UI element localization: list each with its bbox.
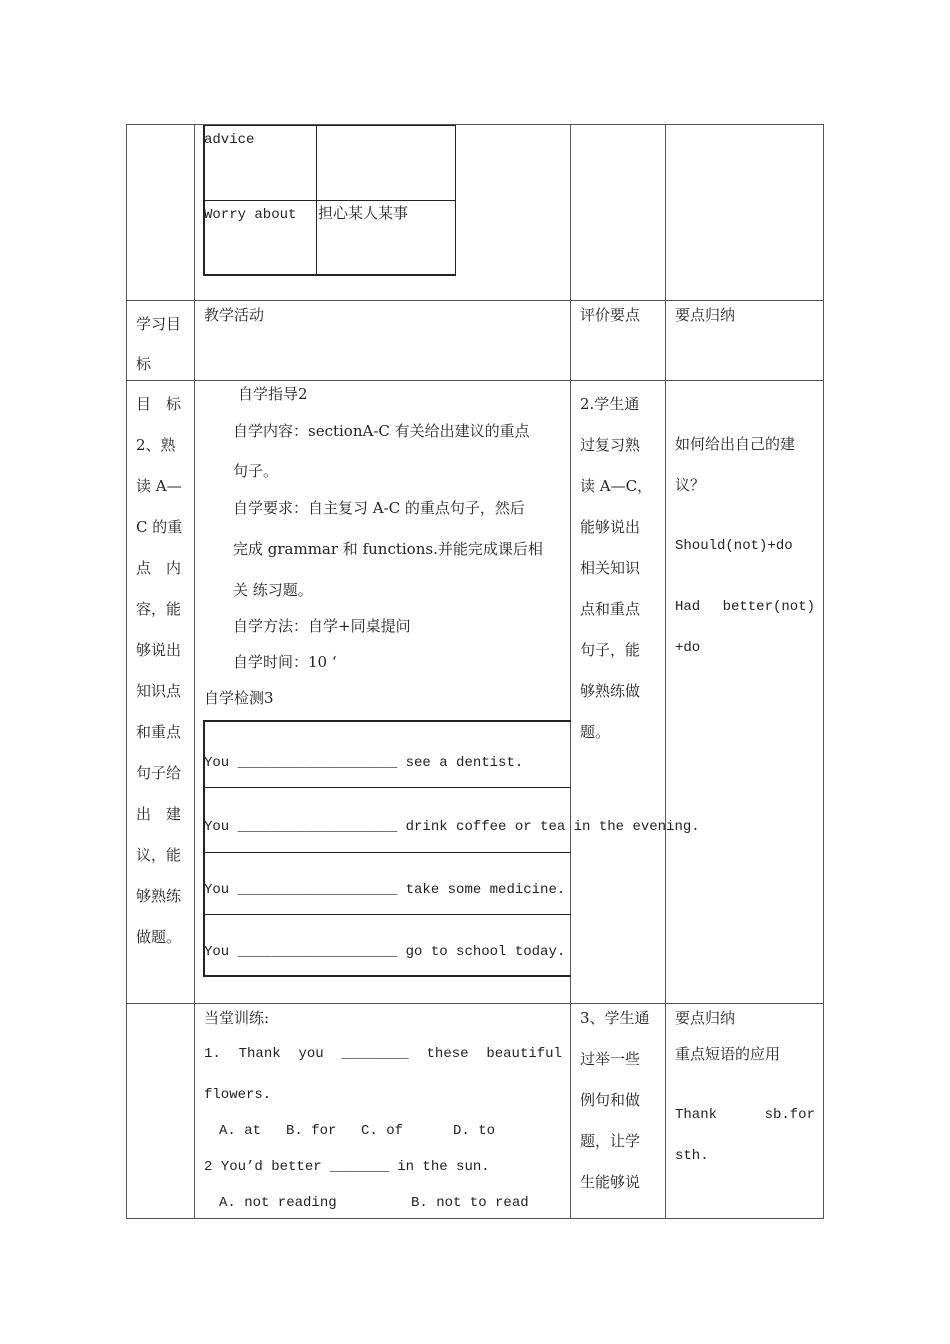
- option-a: A. at: [219, 1123, 262, 1139]
- goal-line: 句子给: [136, 764, 182, 782]
- exercise-sentence: You ___________________ see a dentist.: [204, 755, 524, 771]
- vocab-table-divider: [316, 125, 317, 276]
- exercise-sentence: You ___________________ take some medicine.: [204, 882, 566, 898]
- option-b: B. for: [286, 1123, 337, 1139]
- practice-row-top-border: [126, 1003, 824, 1004]
- header-row-bottom-border: [126, 380, 824, 381]
- column-divider-1: [194, 124, 195, 1219]
- vocab-table-middle: [203, 200, 456, 201]
- evaluation-line: 生能够说: [580, 1173, 641, 1191]
- evaluation-line: 过复习熟: [580, 436, 641, 454]
- vocab-table-right: [455, 125, 456, 276]
- practice-summary-subtitle: 重点短语的应用: [675, 1045, 781, 1063]
- question-word: beautiful: [486, 1046, 562, 1062]
- guide-method: 自学方法：自学+同桌提问: [233, 617, 411, 635]
- question-blank: ________: [341, 1046, 409, 1062]
- goal-line: 知识点: [136, 682, 182, 700]
- evaluation-line: 读 A—C，: [580, 477, 653, 495]
- evaluation-line: 能够说出: [580, 518, 641, 536]
- goal-line: 和重点: [136, 723, 182, 741]
- test-table-line: [203, 975, 571, 977]
- evaluation-line: 够熟练做: [580, 682, 641, 700]
- header-row-top-border: [126, 300, 824, 301]
- vocab-phrase: Worry about: [204, 207, 297, 223]
- guide-content-line: 句子。: [233, 462, 279, 480]
- table-left-border: [126, 124, 127, 1219]
- test-table-line: [203, 852, 571, 853]
- question-word: 1.: [204, 1046, 221, 1062]
- table-right-border: [823, 124, 824, 1219]
- goal-line: 读 A—: [136, 477, 182, 495]
- guide-requirement-line: 关 练习题。: [233, 581, 313, 599]
- goal-line: 做题。: [136, 928, 182, 946]
- header-learning-goal: 学习目标: [136, 315, 182, 373]
- goal-line: 出 建: [136, 805, 182, 823]
- evaluation-line: 题。: [580, 723, 611, 741]
- goal-line: 够说出: [136, 641, 182, 659]
- summary-pattern-part: Had: [675, 599, 701, 615]
- goal-2-evaluation: [580, 384, 657, 753]
- header-evaluation-points: 评价要点: [580, 306, 641, 324]
- summary-pattern-part: +do: [675, 640, 701, 656]
- evaluation-line: 题，让学: [580, 1132, 641, 1150]
- header-key-summary: 要点归纳: [675, 306, 736, 324]
- summary-pattern: Should(not)+do: [675, 538, 793, 554]
- header-teaching-activity: 教学活动: [204, 306, 265, 324]
- question-word: you: [298, 1046, 324, 1062]
- phrase-part: Thank: [675, 1107, 718, 1123]
- test-table-line: [203, 720, 571, 722]
- column-divider-3: [665, 124, 666, 1219]
- evaluation-line: 例句和做: [580, 1091, 641, 1109]
- option-d: D. to: [453, 1123, 496, 1139]
- vocab-table-top: [203, 125, 456, 126]
- evaluation-line: 3、学生通: [580, 1009, 650, 1027]
- question-word: these: [426, 1046, 469, 1062]
- practice-question-1: [204, 1044, 562, 1064]
- vocab-meaning: 担心某人某事: [318, 204, 409, 222]
- guide-time: 自学时间：10 ‘: [233, 653, 337, 671]
- option-b: B. not to read: [411, 1195, 529, 1211]
- goal-line: 够熟练: [136, 887, 182, 905]
- vocab-phrase: advice: [204, 132, 255, 148]
- summary-pattern-row: [675, 597, 815, 617]
- phrase-part: sb.for: [764, 1107, 815, 1123]
- exercise-sentence: You ___________________ drink coffee or tea in the evening.: [204, 819, 700, 835]
- summary-question: 如何给出自己的建: [675, 435, 796, 453]
- evaluation-line: 点和重点: [580, 600, 641, 618]
- table-bottom-border: [126, 1218, 824, 1219]
- guide-title: 自学指导2: [238, 385, 308, 403]
- summary-pattern-part: better(not): [722, 599, 815, 615]
- guide-content-line: 自学内容：sectionA-C 有关给出建议的重点: [233, 422, 530, 440]
- goal-line: 容，能: [136, 600, 182, 618]
- goal-line: C 的重: [136, 518, 183, 536]
- practice-question-2: 2 You’d better _______ in the sun.: [204, 1159, 490, 1175]
- goal-line: 点 内: [136, 559, 182, 577]
- evaluation-line: 过举一些: [580, 1050, 641, 1068]
- summary-question: 议？: [675, 476, 706, 494]
- option-a: A. not reading: [219, 1195, 337, 1211]
- evaluation-line: 句子，能: [580, 641, 641, 659]
- practice-title: 当堂训练:: [204, 1009, 270, 1027]
- column-divider-2: [570, 124, 571, 1219]
- guide-requirement-line: 完成 grammar 和 functions.并能完成课后相: [233, 540, 543, 558]
- goal-line: 议，能: [136, 846, 182, 864]
- goal-2-column: [136, 384, 186, 958]
- phrase-part: sth.: [675, 1148, 709, 1164]
- question-1-end: flowers.: [204, 1087, 272, 1103]
- exercise-sentence: You ___________________ go to school today.: [204, 944, 566, 960]
- test-table-line: [203, 914, 571, 915]
- evaluation-line: 相关知识: [580, 559, 641, 577]
- goal-line: 2、熟: [136, 436, 176, 454]
- phrase-row: [675, 1105, 815, 1125]
- evaluation-line: 2.学生通: [580, 395, 640, 413]
- practice-summary-title: 要点归纳: [675, 1009, 736, 1027]
- question-word: Thank: [238, 1046, 281, 1062]
- test-table-line: [203, 787, 571, 788]
- vocab-table-bottom: [203, 274, 456, 276]
- guide-requirement-line: 自学要求：自主复习 A-C 的重点句子，然后: [233, 499, 525, 517]
- self-test-title: 自学检测3: [204, 689, 274, 707]
- option-c: C. of: [361, 1123, 404, 1139]
- practice-evaluation: [580, 1008, 657, 1192]
- goal-line: 目 标: [136, 395, 182, 413]
